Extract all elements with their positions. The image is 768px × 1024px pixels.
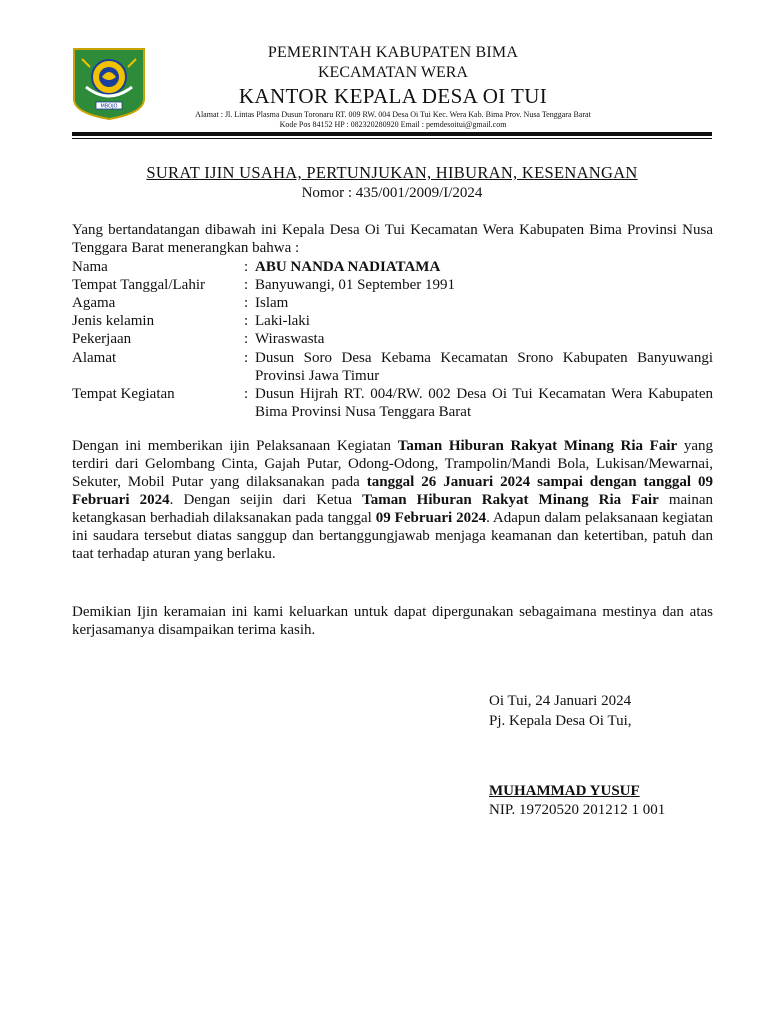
- signature-title: Pj. Kepala Desa Oi Tui,: [489, 713, 632, 729]
- field-colon: :: [244, 350, 249, 366]
- document-title: SURAT IJIN USAHA, PERTUNJUKAN, HIBURAN, KESENANGAN: [146, 163, 638, 182]
- field-value: Dusun Soro Desa Kebama Kecamatan Srono Kabupaten Banyuwangi Provinsi Jawa Timur: [255, 350, 713, 384]
- field-ttl: [72, 276, 713, 294]
- text-run: . Adapun dalam pelaksanaan kegiatan ini saudara tersebut diatas sanggup dan bertanggungjawab menjaga keamanan dan ketertiban, patuh dan taat terhadap aturan yang berlaku.: [72, 510, 713, 562]
- field-colon: :: [244, 331, 249, 347]
- field-label: Agama: [72, 295, 116, 311]
- text-run: Dengan ini memberikan ijin Pelaksanaan Kegiatan: [72, 438, 398, 454]
- svg-text:MBOJO: MBOJO: [100, 103, 118, 110]
- field-colon: :: [244, 295, 249, 311]
- field-value: Wiraswasta: [255, 331, 325, 347]
- header-district: KECAMATAN WERA: [318, 64, 468, 81]
- text-run: yang terdiri dari Gelombang Cinta, Gajah Putar, Odong-Odong, Trampolin/Mandi Bola, Lukisan/Mewarnai, Sekuter, Mobil Putar yang dilaksanakan pada: [72, 438, 713, 490]
- field-colon: :: [244, 259, 249, 275]
- field-value: ABU NANDA NADIATAMA: [255, 259, 441, 275]
- field-label: Nama: [72, 259, 108, 275]
- field-label: Jenis kelamin: [72, 313, 155, 329]
- field-label: Tempat Tanggal/Lahir: [72, 277, 205, 293]
- header-government: PEMERINTAH KABUPATEN BIMA: [267, 44, 519, 61]
- field-label: Alamat: [72, 350, 117, 366]
- event-date-range: tanggal 26 Januari 2024 sampai dengan tanggal 09 Februari 2024: [72, 474, 713, 508]
- event-prize-date: 09 Februari 2024: [375, 510, 487, 526]
- text-run: mainan ketangkasan berhadiah dilaksanakan pada tanggal: [72, 492, 713, 526]
- field-pekerjaan: [72, 330, 713, 348]
- signature-nip: NIP. 19720520 201212 1 001: [489, 802, 666, 818]
- event-name: Taman Hiburan Rakyat Minang Ria Fair: [397, 438, 678, 454]
- intro-paragraph: Yang bertandatangan dibawah ini Kepala Desa Oi Tui Kecamatan Wera Kabupaten Bima Provinsi Nusa Tenggara Barat menerangkan bahwa :: [72, 222, 713, 256]
- field-colon: :: [244, 313, 249, 329]
- document-number: Nomor : 435/001/2009/I/2024: [301, 185, 483, 201]
- header-divider-thin: [72, 138, 712, 139]
- header-address-block: [150, 110, 636, 130]
- header-address: Alamat : Jl. Lintas Plasma Dusun Toronaru RT. 009 RW. 004 Desa Oi Tui Kec. Wera Kab. Bima Prov. Nusa Tenggara Barat: [195, 110, 591, 119]
- event-name: Taman Hiburan Rakyat Minang Ria Fair: [362, 492, 659, 508]
- header-office: KANTOR KEPALA DESA OI TUI: [238, 84, 548, 108]
- field-colon: :: [244, 386, 249, 402]
- field-alamat: [72, 349, 713, 384]
- header-contact: Kode Pos 84152 HP : 082320280920 Email : pemdesoitui@gmail.com: [279, 120, 507, 129]
- field-value: Dusun Hijrah RT. 004/RW. 002 Desa Oi Tui Kecamatan Wera Kabupaten Bima Provinsi Nusa Tenggara Barat: [255, 386, 713, 420]
- field-jenis-kelamin: [72, 312, 713, 330]
- field-value: Islam: [255, 295, 289, 311]
- header-divider-thick: [72, 132, 712, 136]
- field-label: Tempat Kegiatan: [72, 386, 175, 402]
- field-tempat-kegiatan: [72, 385, 713, 420]
- signature-place-date: Oi Tui, 24 Januari 2024: [489, 693, 632, 709]
- field-colon: :: [244, 277, 249, 293]
- text-run: . Dengan seijin dari Ketua: [169, 492, 363, 508]
- kabupaten-bima-logo-icon: [72, 47, 146, 121]
- field-value: Banyuwangi, 01 September 1991: [255, 277, 455, 293]
- field-label: Pekerjaan: [72, 331, 132, 347]
- field-nama: [72, 258, 713, 276]
- field-value: Laki-laki: [255, 313, 310, 329]
- field-agama: [72, 294, 713, 312]
- permit-paragraph: [72, 437, 713, 563]
- signature-name: MUHAMMAD YUSUF: [489, 783, 640, 799]
- closing-paragraph: Demikian Ijin keramaian ini kami keluarkan untuk dapat dipergunakan sebagaimana mestinya dan atas kerjasamanya disampaikan terima kasih.: [72, 604, 713, 638]
